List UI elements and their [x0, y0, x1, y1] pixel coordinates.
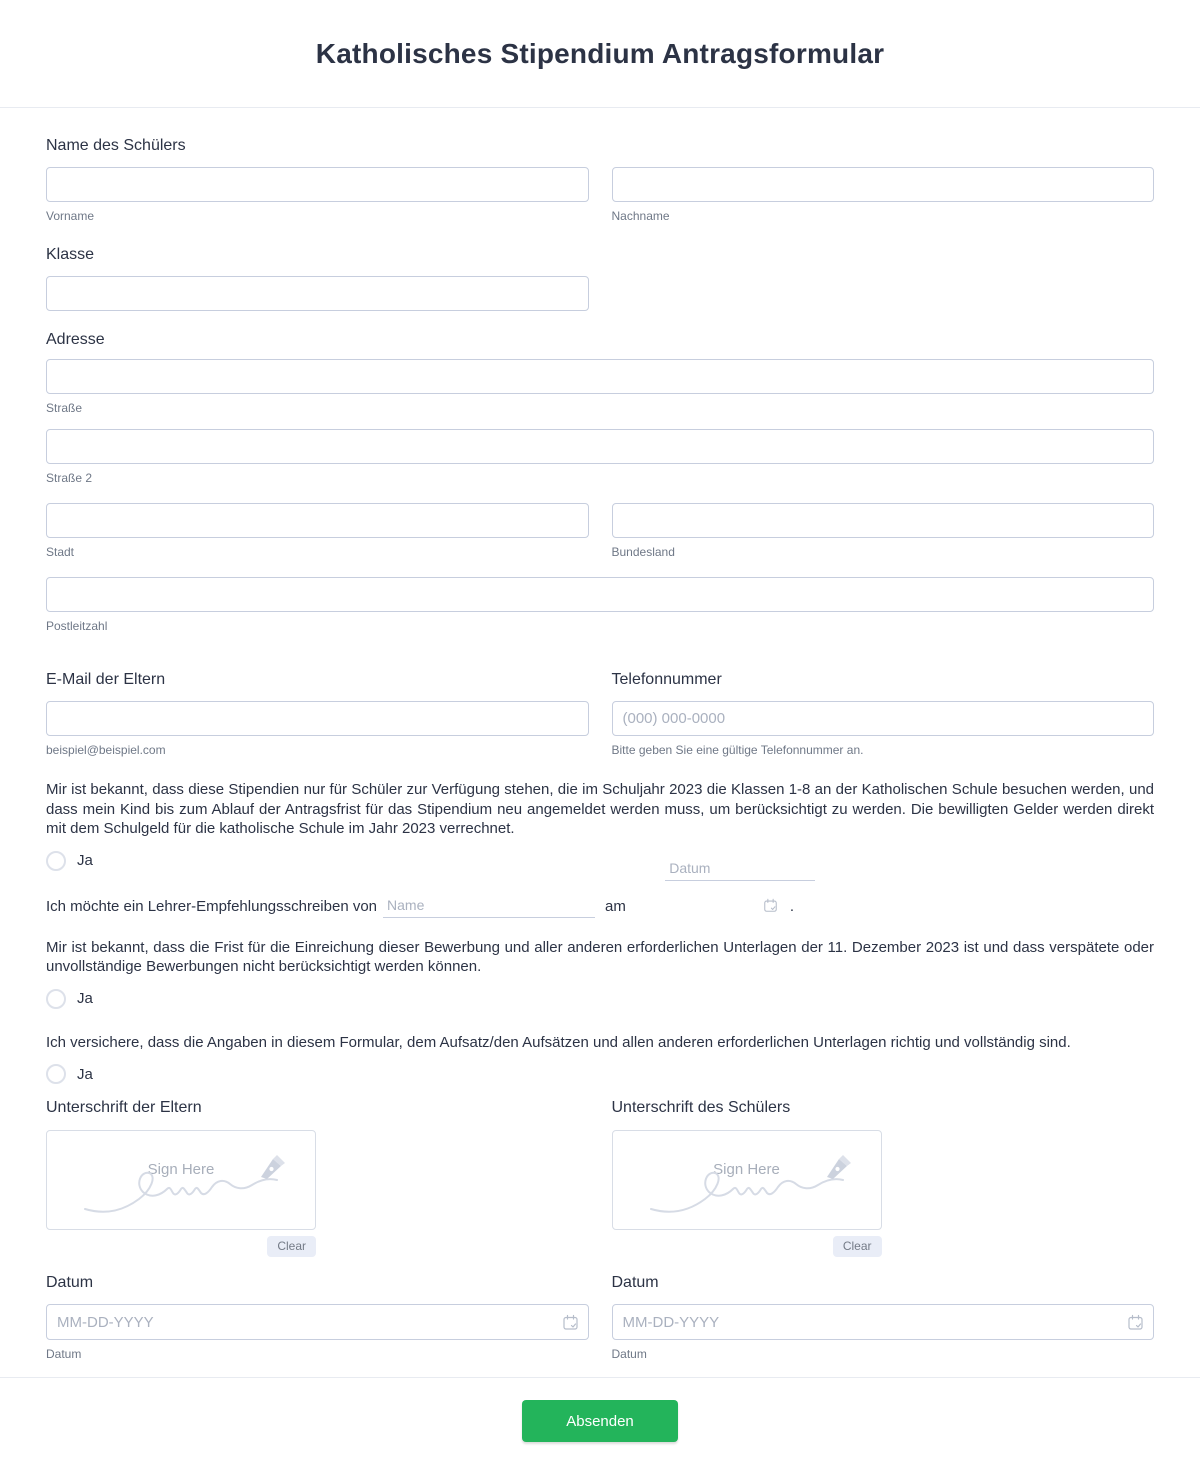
recommendation-date-input[interactable]: [665, 858, 815, 881]
student-date-col: [612, 1273, 1155, 1361]
consent-scholarship: [46, 780, 1154, 871]
consent-scholarship-option: [46, 851, 1154, 871]
first-name-input[interactable]: [46, 167, 589, 202]
recommendation-text-between: am: [605, 897, 626, 915]
signature-row: [46, 1098, 1154, 1257]
consent-scholarship-text: Mir ist bekannt, dass diese Stipendien nur für Schüler zur Verfügung stehen, die im Schuljahr 2023 die Klassen 1-8 an der Katholischen Schule besuchen werden, und dass mein Kind bis zum Ablauf der Antragsfrist für das Stipendium neu angemeldet werden muss, um berücksichtigt zu werden. Die bewilligten Gelder werden direkt mit dem Schulgeld für die katholische Schule im Jahr 2023 verrechnet.: [46, 781, 1154, 837]
parent-date-wrap: [46, 1304, 589, 1340]
klasse-label: Klasse: [46, 246, 95, 263]
calendar-icon[interactable]: [1127, 1314, 1144, 1331]
consent-accuracy-radio[interactable]: [46, 1064, 66, 1084]
student-signature-pad[interactable]: [612, 1130, 882, 1230]
parent-date-label: Datum: [46, 1274, 94, 1291]
klasse-empty-col: [612, 276, 1155, 311]
zip-input[interactable]: [46, 577, 1154, 612]
recommendation-name-input[interactable]: [383, 895, 595, 918]
student-signature-label: Unterschrift des Schülers: [611, 1099, 791, 1116]
phone-col: [612, 670, 1155, 757]
email-input[interactable]: [46, 701, 589, 736]
state-col: [612, 503, 1155, 559]
klasse-input[interactable]: [46, 276, 589, 311]
street-sublabel: Straße: [46, 401, 83, 415]
consent-deadline-text: Mir ist bekannt, dass die Frist für die Einreichung dieser Bewerbung und aller anderen erforderlichen Unterlagen der 11. Dezember 2023 ist und dass verspätete oder unvollständige Bewerbungen nicht berücksichtigt werden können.: [46, 938, 1154, 975]
sign-here-text: Sign Here: [713, 1161, 780, 1178]
zip-sublabel: Postleitzahl: [46, 619, 108, 633]
student-name-label: Name des Schülers: [46, 137, 186, 154]
recommendation-text-before: Ich möchte ein Lehrer-Empfehlungsschreiben von: [46, 897, 378, 915]
phone-hint: Bitte geben Sie eine gültige Telefonnummer an.: [611, 743, 864, 757]
email-col: [46, 670, 589, 757]
student-date-wrap: [612, 1304, 1155, 1340]
parent-signature-pad[interactable]: [46, 1130, 316, 1230]
city-input[interactable]: [46, 503, 589, 538]
last-name-input[interactable]: [612, 167, 1155, 202]
first-name-sublabel: Vorname: [46, 209, 95, 223]
consent-scholarship-radio[interactable]: [46, 851, 66, 871]
city-sublabel: Stadt: [46, 545, 75, 559]
field-student-name: [46, 136, 1154, 223]
parent-date-input[interactable]: [46, 1304, 589, 1340]
parent-signature-clear-button[interactable]: Clear: [267, 1236, 316, 1257]
street2-input[interactable]: [46, 429, 1154, 464]
email-hint: beispiel@beispiel.com: [46, 743, 166, 757]
date-row: [46, 1273, 1154, 1361]
student-clear-row: [612, 1236, 882, 1257]
parent-signature-label: Unterschrift der Eltern: [46, 1099, 202, 1116]
klasse-col: [46, 276, 589, 311]
field-contact: [46, 670, 1154, 757]
student-date-label: Datum: [611, 1274, 659, 1291]
consent-deadline-radio[interactable]: [46, 989, 66, 1009]
student-date-sublabel: Datum: [611, 1347, 647, 1361]
street-input[interactable]: [46, 359, 1154, 394]
state-input[interactable]: [612, 503, 1155, 538]
consent-accuracy-text: Ich versichere, dass die Angaben in diesem Formular, dem Aufsatz/den Aufsätzen und allen anderen erforderlichen Unterlagen richtig und vollständig sind.: [46, 1033, 1071, 1051]
student-signature-col: [612, 1098, 1155, 1257]
calendar-icon[interactable]: [562, 1314, 579, 1331]
state-sublabel: Bundesland: [611, 545, 675, 559]
calendar-icon[interactable]: [763, 898, 778, 913]
city-col: [46, 503, 589, 559]
consent-deadline-option: [46, 989, 1154, 1009]
field-address: [46, 330, 1154, 633]
form-body: [0, 108, 1200, 1468]
pen-icon: [257, 1153, 287, 1181]
pen-icon: [823, 1153, 853, 1181]
parent-date-sublabel: Datum: [46, 1347, 82, 1361]
consent-accuracy-option: [46, 1064, 1154, 1084]
submit-area: [46, 1378, 1154, 1468]
phone-input[interactable]: [612, 701, 1155, 736]
parent-date-col: [46, 1273, 589, 1361]
recommendation-text-after: .: [789, 897, 795, 915]
student-signature-clear-button[interactable]: Clear: [833, 1236, 882, 1257]
address-label: Adresse: [46, 331, 105, 348]
field-klasse: [46, 245, 1154, 311]
student-date-input[interactable]: [612, 1304, 1155, 1340]
consent-accuracy-radio-label: Ja: [77, 1065, 93, 1083]
recommendation-date-wrap: [632, 841, 782, 918]
parent-clear-row: [46, 1236, 316, 1257]
consent-deadline-radio-label: Ja: [77, 990, 93, 1007]
phone-label: Telefonnummer: [611, 671, 722, 688]
recommendation-sentence: [46, 893, 1154, 918]
last-name-col: [612, 167, 1155, 223]
street2-sublabel: Straße 2: [46, 471, 93, 485]
email-label: E-Mail der Eltern: [46, 671, 166, 688]
form-title: Katholisches Stipendium Antragsformular: [315, 37, 885, 69]
parent-signature-col: [46, 1098, 589, 1257]
form-header: [0, 0, 1200, 108]
consent-deadline: [46, 938, 1154, 1009]
first-name-col: [46, 167, 589, 223]
sign-here-text: Sign Here: [147, 1161, 215, 1178]
last-name-sublabel: Nachname: [611, 209, 670, 223]
consent-scholarship-radio-label: Ja: [77, 852, 93, 869]
consent-accuracy: [46, 1033, 1154, 1085]
submit-button[interactable]: Absenden: [522, 1400, 678, 1442]
